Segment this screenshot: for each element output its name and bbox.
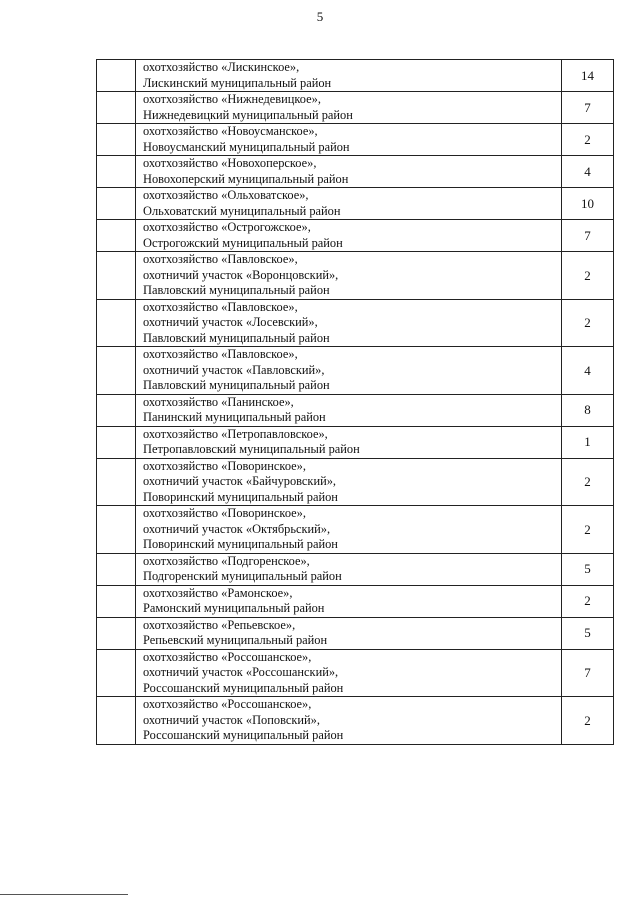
hunting-farm-name-line: Россошанский муниципальный район: [143, 728, 344, 742]
hunting-farm-name-line: Новохоперский муниципальный район: [143, 171, 349, 186]
hunting-farm-name-line: Подгоренский муниципальный район: [143, 569, 342, 583]
hunting-farm-name-cell: [136, 458, 562, 506]
count-cell: 2: [562, 697, 614, 745]
row-number-cell: [97, 506, 136, 554]
row-number-cell: [97, 156, 136, 188]
count-cell: 1: [562, 426, 614, 458]
table-row: [97, 585, 614, 617]
table-row: [97, 188, 614, 220]
count-cell: 7: [562, 92, 614, 124]
table-row: [97, 124, 614, 156]
row-number-cell: [97, 188, 136, 220]
hunting-farm-name-cell: [136, 506, 562, 554]
hunting-farm-name-line: Поворинский муниципальный район: [143, 489, 338, 504]
count-cell: 2: [562, 458, 614, 506]
row-number-cell: [97, 649, 136, 697]
count-cell: 14: [562, 60, 614, 92]
table-row: [97, 60, 614, 92]
count-cell: 7: [562, 220, 614, 252]
row-number-cell: [97, 697, 136, 745]
hunting-farm-name-line: охотничий участок «Лосевский»,: [143, 315, 318, 329]
hunting-farm-name-cell: [136, 220, 562, 252]
table-row: [97, 649, 614, 697]
row-number-cell: [97, 426, 136, 458]
count-cell: 5: [562, 617, 614, 649]
hunting-farm-name-cell: [136, 60, 562, 92]
hunting-farm-name-line: Поворинский муниципальный район: [143, 537, 338, 551]
hunting-farm-name-line: Лискинский муниципальный район: [143, 75, 332, 90]
hunting-farm-name-line: Репьевский муниципальный район: [143, 633, 328, 647]
hunting-farm-name-line: охотхозяйство «Павловское»,: [143, 299, 298, 314]
row-number-cell: [97, 60, 136, 92]
hunting-farm-name-line: Нижнедевицкий муниципальный район: [143, 107, 353, 122]
row-number-cell: [97, 617, 136, 649]
hunting-farm-name-line: охотхозяйство «Панинское»,: [143, 394, 294, 409]
row-number-cell: [97, 347, 136, 395]
table-row: [97, 426, 614, 458]
hunting-farms-table: [96, 59, 614, 745]
hunting-farm-name-line: охотничий участок «Воронцовский»,: [143, 267, 339, 282]
hunting-farm-name-line: Острогожский муниципальный район: [143, 235, 343, 250]
table-row: [97, 553, 614, 585]
row-number-cell: [97, 220, 136, 252]
table-row: [97, 92, 614, 124]
hunting-farm-name-cell: [136, 426, 562, 458]
table-body: [97, 60, 614, 745]
hunting-farm-name-line: охотничий участок «Россошанский»,: [143, 665, 339, 679]
row-number-cell: [97, 92, 136, 124]
table-row: [97, 506, 614, 554]
table-row: [97, 299, 614, 347]
row-number-cell: [97, 553, 136, 585]
row-number-cell: [97, 299, 136, 347]
hunting-farm-name-line: охотхозяйство «Россошанское»,: [143, 649, 312, 664]
hunting-farm-name-cell: [136, 394, 562, 426]
hunting-farm-name-cell: [136, 347, 562, 395]
count-cell: 2: [562, 252, 614, 300]
hunting-farm-name-line: охотхозяйство «Павловское»,: [143, 252, 298, 266]
row-number-cell: [97, 124, 136, 156]
count-cell: 2: [562, 124, 614, 156]
hunting-farm-name-cell: [136, 553, 562, 585]
count-cell: 7: [562, 649, 614, 697]
page-number: 5: [316, 9, 324, 24]
count-cell: 2: [562, 506, 614, 554]
row-number-cell: [97, 394, 136, 426]
table-row: [97, 220, 614, 252]
hunting-farm-name-cell: [136, 697, 562, 745]
hunting-farm-name-line: охотхозяйство «Петропавловское»,: [143, 426, 328, 441]
table-row: [97, 394, 614, 426]
row-number-cell: [97, 458, 136, 506]
hunting-farm-name-line: охотхозяйство «Подгоренское»,: [143, 553, 310, 568]
hunting-farm-name-line: охотхозяйство «Павловское»,: [143, 347, 298, 361]
hunting-farm-name-line: охотхозяйство «Нижнедевицкое»,: [143, 92, 321, 106]
hunting-farm-name-cell: [136, 649, 562, 697]
hunting-farm-name-cell: [136, 92, 562, 124]
hunting-farm-name-line: Павловский муниципальный район: [143, 330, 330, 345]
table-row: [97, 617, 614, 649]
count-cell: 4: [562, 156, 614, 188]
hunting-farm-name-line: Ольховатский муниципальный район: [143, 203, 341, 218]
table-row: [97, 697, 614, 745]
hunting-farm-name-line: охотничий участок «Павловский»,: [143, 362, 325, 377]
row-number-cell: [97, 252, 136, 300]
count-cell: 4: [562, 347, 614, 395]
hunting-farm-name-line: охотхозяйство «Новоусманское»,: [143, 124, 318, 138]
hunting-farm-name-line: охотничий участок «Октябрьский»,: [143, 521, 331, 536]
hunting-farm-name-line: охотхозяйство «Рамонское»,: [143, 585, 293, 600]
hunting-farm-name-line: Новоусманский муниципальный район: [143, 139, 350, 154]
count-cell: 10: [562, 188, 614, 220]
count-cell: 2: [562, 585, 614, 617]
hunting-farm-name-line: Панинский муниципальный район: [143, 410, 326, 424]
hunting-farm-name-cell: [136, 156, 562, 188]
table-row: [97, 252, 614, 300]
hunting-farm-name-line: охотхозяйство «Поворинское»,: [143, 506, 306, 520]
hunting-farm-name-line: охотхозяйство «Репьевское»,: [143, 617, 296, 632]
hunting-farm-name-line: охотничий участок «Байчуровский»,: [143, 474, 337, 488]
count-cell: 8: [562, 394, 614, 426]
hunting-farm-name-cell: [136, 617, 562, 649]
table-row: [97, 458, 614, 506]
hunting-farm-name-line: охотхозяйство «Новохоперское»,: [143, 156, 317, 170]
hunting-farm-name-line: Павловский муниципальный район: [143, 283, 330, 297]
table-row: [97, 156, 614, 188]
hunting-farm-name-line: охотхозяйство «Ольховатское»,: [143, 188, 309, 202]
hunting-farm-name-cell: [136, 124, 562, 156]
hunting-farm-name-line: охотничий участок «Поповский»,: [143, 712, 320, 727]
hunting-farm-name-line: охотхозяйство «Россошанское»,: [143, 697, 312, 711]
table-row: [97, 347, 614, 395]
hunting-farm-name-cell: [136, 585, 562, 617]
hunting-farm-name-line: Россошанский муниципальный район: [143, 680, 344, 695]
hunting-farm-name-cell: [136, 299, 562, 347]
hunting-farm-name-line: охотхозяйство «Лискинское»,: [143, 60, 300, 74]
hunting-farm-name-cell: [136, 252, 562, 300]
hunting-farm-name-cell: [136, 188, 562, 220]
hunting-farm-name-line: Петропавловский муниципальный район: [143, 442, 360, 456]
hunting-farm-name-line: Павловский муниципальный район: [143, 378, 330, 392]
hunting-farm-name-line: охотхозяйство «Поворинское»,: [143, 458, 306, 473]
count-cell: 5: [562, 553, 614, 585]
hunting-farm-name-line: охотхозяйство «Острогожское»,: [143, 220, 311, 234]
footnote-rule: [0, 894, 128, 895]
row-number-cell: [97, 585, 136, 617]
hunting-farm-name-line: Рамонский муниципальный район: [143, 601, 325, 615]
count-cell: 2: [562, 299, 614, 347]
